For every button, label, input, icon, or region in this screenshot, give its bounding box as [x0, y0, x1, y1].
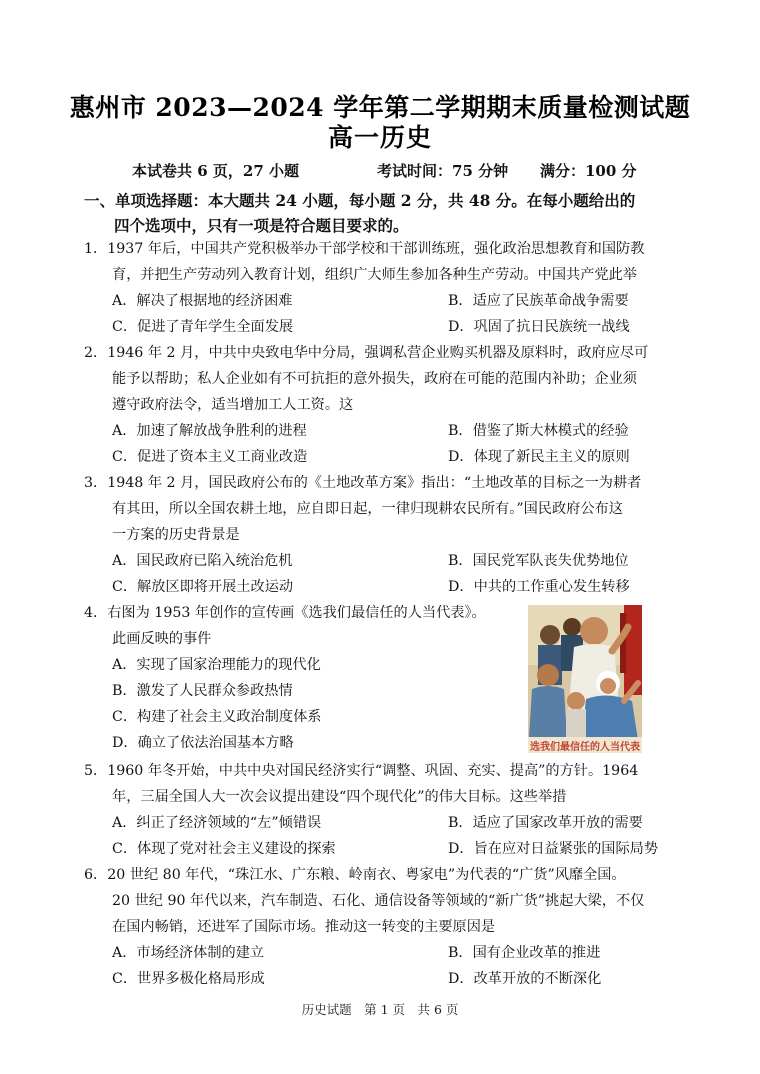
poster-caption: 选我们最信任的人当代表 [530, 742, 640, 753]
q4-option-a: A．实现了国家治理能力的现代化 [112, 657, 321, 673]
q5-line2: 年，三届全国人大一次会议提出建设“四个现代化”的伟大目标。这些举措 [112, 789, 567, 805]
q1-line1: 1．1937 年后，中国共产党积极举办干部学校和干部训练班，强化政治思想教育和国防教 [84, 241, 645, 257]
info-score: 满分：100 分 [540, 162, 637, 180]
q5-line1: 5．1960 年冬开始，中共中央对国民经济实行“调整、巩固、充实、提高”的方针。1964 [84, 763, 639, 779]
q3-option-c: C．解放区即将开展土改运动 [112, 579, 294, 595]
q1-option-b: B．适应了民族革命战争需要 [448, 293, 629, 309]
q3-option-b: B．国民党军队丧失优势地位 [448, 553, 629, 569]
info-time: 考试时间：75 分钟 [377, 162, 509, 180]
q5-option-b: B．适应了国家改革开放的需要 [448, 815, 643, 831]
section-heading-line2: 四个选项中，只有一项是符合题目要求的。 [114, 216, 409, 235]
q4-option-c: C．构建了社会主义政治制度体系 [112, 709, 322, 725]
q3-line1: 3．1948 年 2 月，国民政府公布的《土地改革方案》指出：“土地改革的目标之一为耕者 [84, 475, 642, 491]
q6-line3: 在国内畅销，还进军了国际市场。推动这一转变的主要原因是 [112, 919, 496, 935]
propaganda-poster-image [528, 605, 642, 753]
q6-line1: 6．20 世纪 80 年代，“珠江水、广东粮、岭南衣、粤家电”为代表的“广货”风靡全国。 [84, 867, 626, 883]
page-footer: 历史试题 第 1 页 共 6 页 [301, 1002, 459, 1017]
q1-option-a: A．解决了根据地的经济困难 [112, 293, 293, 309]
q3-line3: 一方案的历史背景是 [112, 527, 240, 543]
section-heading-line1: 一、单项选择题：本大题共 24 小题，每小题 2 分，共 48 分。在每小题给出的 [84, 191, 636, 210]
q2-line2: 能予以帮助；私人企业如有不可抗拒的意外损失，政府在可能的范围内补助；企业须 [112, 371, 637, 387]
q1-option-c: C．促进了青年学生全面发展 [112, 319, 294, 335]
q2-option-c: C．促进了资本主义工商业改造 [112, 449, 308, 465]
q4-line2: 此画反映的事件 [112, 631, 212, 647]
q2-option-a: A．加速了解放战争胜利的进程 [112, 423, 307, 439]
q4-line1: 4．右图为 1953 年创作的宣传画《选我们最信任的人当代表》。 [84, 605, 486, 621]
exam-subject: 高一历史 [327, 123, 432, 152]
q6-option-b: B．国有企业改革的推进 [448, 945, 601, 961]
q2-option-b: B．借鉴了斯大林模式的经验 [448, 423, 629, 439]
q5-option-c: C．体现了党对社会主义建设的探索 [112, 841, 336, 857]
q4-option-d: D．确立了依法治国基本方略 [112, 735, 294, 751]
q2-line1: 2．1946 年 2 月，中共中央致电华中分局，强调私营企业购买机器及原料时，政府应尽可 [84, 345, 649, 361]
q3-option-d: D．中共的工作重心发生转移 [448, 579, 630, 595]
q1-line2: 育，并把生产劳动列入教育计划，组织广大师生参加各种生产劳动。中国共产党此举 [112, 267, 637, 283]
q2-option-d: D．体现了新民主主义的原则 [448, 449, 630, 465]
poster-illustration [528, 605, 642, 753]
q6-option-c: C．世界多极化格局形成 [112, 971, 265, 987]
q6-line2: 20 世纪 90 年代以来，汽车制造、石化、通信设备等领域的“新广货”挑起大梁，不仅 [112, 893, 645, 909]
q3-line2: 有其田，所以全国农耕土地，应自即日起，一律归现耕农民所有。”国民政府公布这 [112, 501, 623, 517]
exam-title: 惠州市 2023—2024 学年第二学期期末质量检测试题 [69, 93, 691, 122]
q2-line3: 遵守政府法令，适当增加工人工资。这 [112, 397, 354, 413]
q5-option-d: D．旨在应对日益紧张的国际局势 [448, 841, 659, 857]
q4-option-b: B．激发了人民群众参政热情 [112, 683, 293, 699]
q5-option-a: A．纠正了经济领域的“左”倾错误 [112, 815, 322, 831]
q6-option-d: D．改革开放的不断深化 [448, 971, 602, 987]
q6-option-a: A．市场经济体制的建立 [112, 945, 265, 961]
q1-option-d: D．巩固了抗日民族统一战线 [448, 319, 630, 335]
q3-option-a: A．国民政府已陷入统治危机 [112, 553, 293, 569]
info-pages: 本试卷共 6 页，27 小题 [132, 162, 299, 180]
